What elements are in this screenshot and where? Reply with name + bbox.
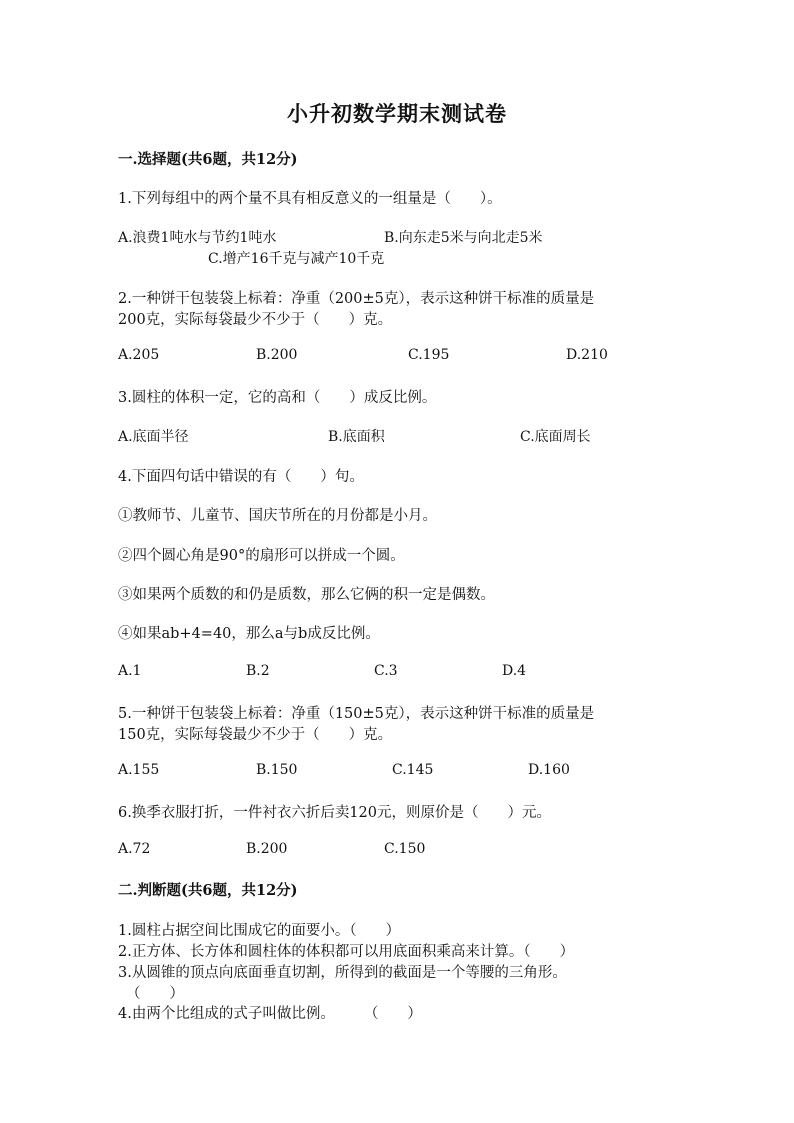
question-1-option-c: C.增产16千克与减产10千克 — [208, 251, 385, 267]
question-5-option-a: A.155 — [118, 762, 160, 778]
question-3-option-c: C.底面周长 — [520, 429, 591, 445]
question-4-statement-4: ④如果ab+4=40，那么a与b成反比例。 — [118, 626, 380, 642]
question-4-statement-2: ②四个圆心角是90°的扇形可以拼成一个圆。 — [118, 548, 405, 564]
question-5-stem-line1: 5.一种饼干包装袋上标着：净重（150±5克），表示这种饼干标准的质量是 — [118, 706, 595, 722]
question-2-stem-line2: 200克，实际每袋最少不少于（ ）克。 — [118, 312, 393, 328]
question-4-stem: 4.下面四句话中错误的有（ ）句。 — [118, 469, 364, 485]
question-1-option-b: B.向东走5米与向北走5米 — [384, 230, 543, 246]
question-3-option-b: B.底面积 — [328, 429, 385, 445]
question-2-option-c: C.195 — [408, 347, 450, 363]
page-title: 小升初数学期末测试卷 — [287, 101, 507, 126]
judgement-2: 2.正方体、长方体和圆柱体的体积都可以用底面积乘高来计算。（ ） — [118, 944, 575, 960]
question-6-option-a: A.72 — [118, 841, 151, 857]
question-5-option-d: D.160 — [528, 762, 570, 778]
question-1-stem: 1.下列每组中的两个量不具有相反意义的一组量是（ ）。 — [118, 191, 502, 207]
judgement-3-line2: （ ） — [126, 986, 184, 1002]
question-4-option-c: C.3 — [374, 663, 398, 679]
question-2-option-b: B.200 — [256, 347, 298, 363]
question-4-option-a: A.1 — [118, 663, 142, 679]
question-4-option-b: B.2 — [246, 663, 270, 679]
section-heading-choice: 一.选择题(共6题，共12分) — [118, 151, 298, 168]
question-6-option-c: C.150 — [384, 841, 426, 857]
question-4-statement-1: ①教师节、儿童节、国庆节所在的月份都是小月。 — [118, 508, 437, 524]
question-5-option-b: B.150 — [256, 762, 298, 778]
question-6-option-b: B.200 — [246, 841, 288, 857]
question-6-stem: 6.换季衣服打折，一件衬衣六折后卖120元，则原价是（ ）元。 — [118, 805, 552, 821]
question-2-option-a: A.205 — [118, 347, 160, 363]
section-heading-judgement: 二.判断题(共6题，共12分) — [118, 882, 298, 899]
question-3-option-a: A.底面半径 — [118, 429, 189, 445]
judgement-4: 4.由两个比组成的式子叫做比例。 （ ） — [118, 1006, 422, 1022]
question-1-option-a: A.浪费1吨水与节约1吨水 — [118, 230, 277, 246]
question-3-stem: 3.圆柱的体积一定，它的高和（ ）成反比例。 — [118, 390, 437, 406]
question-4-option-d: D.4 — [502, 663, 527, 679]
judgement-1: 1.圆柱占据空间比围成它的面要小。（ ） — [118, 923, 401, 939]
question-5-stem-line2: 150克，实际每袋最少不少于（ ）克。 — [118, 727, 393, 743]
question-2-option-d: D.210 — [566, 347, 608, 363]
judgement-3-line1: 3.从圆锥的顶点向底面垂直切割，所得到的截面是一个等腰的三角形。 — [118, 965, 567, 981]
question-5-option-c: C.145 — [392, 762, 434, 778]
question-2-stem-line1: 2.一种饼干包装袋上标着：净重（200±5克），表示这种饼干标准的质量是 — [118, 291, 595, 307]
question-4-statement-3: ③如果两个质数的和仍是质数，那么它俩的积一定是偶数。 — [118, 587, 495, 603]
